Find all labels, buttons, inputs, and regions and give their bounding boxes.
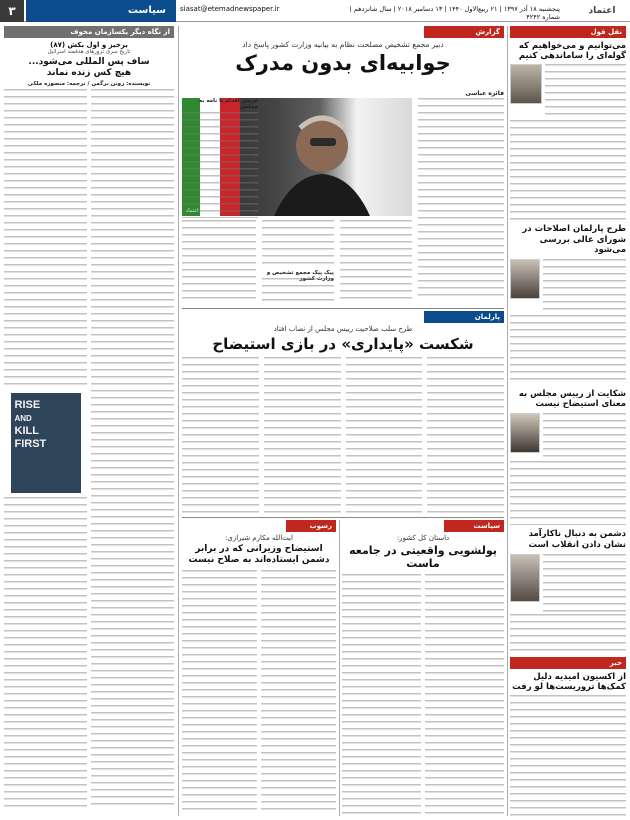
bottom-right-band: سیاست (444, 520, 504, 532)
divider (182, 517, 504, 518)
main-subhead-2: جرمی اقدام با نامه به مجلس (199, 98, 258, 110)
main-headline[interactable]: جوابیه‌ای بدون مدرک (235, 51, 451, 75)
left-body-col-2a (4, 89, 87, 389)
right-column-band: نقل قول (510, 26, 626, 38)
divider (182, 308, 504, 309)
page-number: ۳ (0, 0, 24, 22)
newspaper-logo: اعتماد (588, 6, 616, 16)
right-story-3-title[interactable]: شکایت از رییس مجلس به معنای استیضاح نیست (518, 388, 626, 410)
bottom-middle-body-2 (182, 570, 257, 810)
right-column-band-2: خبر (510, 657, 626, 669)
left-headline-2[interactable]: هیچ کس زنده نماند (46, 67, 132, 78)
main-photo-caption: عکس: اعتماد (186, 208, 214, 214)
left-headline-1[interactable]: ساف پس المللی می‌شود... (28, 57, 150, 67)
person-photo-4 (510, 554, 540, 602)
second-headline[interactable]: شکست «پایداری» در بازی استیضاح (212, 335, 474, 353)
main-body-col-3b (262, 278, 334, 302)
main-body-col-6 (182, 112, 258, 218)
second-band: پارلمان (424, 311, 504, 323)
book-cover-word: AND (14, 413, 32, 423)
divider (507, 26, 508, 816)
second-body-col-2 (346, 357, 423, 515)
second-story (182, 311, 504, 515)
bottom-middle-body-1 (261, 570, 336, 810)
bottom-middle-headline[interactable]: استیضاح وزیرانی که در برابر دشمن ایستاده‌اند به صلاح نیست (188, 544, 330, 565)
second-body-col-4 (182, 357, 259, 515)
main-kicker: دبیر مجمع تشخیص مصلحت نظام به بیانیه وزارت کشور پاسخ داد (242, 40, 444, 49)
left-byline: نویسنده: رونن برگمن / ترجمه: منصوره ملکی (27, 80, 151, 87)
section-label: سیاست (26, 0, 176, 22)
second-body-col-3 (264, 357, 341, 515)
left-body-col-1 (91, 89, 174, 809)
right-story-1-body-2 (510, 120, 626, 220)
book-cover-word: FIRST (14, 437, 47, 450)
bottom-middle-story (182, 520, 336, 816)
person-photo (510, 64, 542, 104)
divider (339, 520, 340, 816)
dateline: پنجشنبه ۱۸ آذر ۱۳۹۷ | ۲۱ ربیع‌الاول ۱۴۴۰ | ۱۳ دسامبر ۲۰۱۸ | سال شانزدهم | شماره ۴۲۴۲ (349, 5, 560, 21)
right-story-2-title[interactable]: طرح پارلمان اصلاحات در شورای عالی بررسی می‌شود (522, 224, 626, 255)
main-body-col-3 (262, 220, 334, 266)
person-photo-2 (510, 259, 540, 299)
right-story-5-title[interactable]: از اکسیون امیدیه دلیل کمک‌ها تروریست‌ها لو رفت (512, 671, 626, 692)
bottom-right-kicker: داستان کل کشور: (396, 534, 450, 542)
right-story-3-body-2 (510, 461, 626, 525)
left-column-band: از نگاه دیگر یکسازمان مخوف (4, 26, 174, 38)
bottom-right-body-2 (342, 574, 421, 816)
right-story-4-body-2 (510, 614, 626, 654)
website-link[interactable]: siasat@etemadnewspaper.ir (180, 5, 280, 13)
person-photo-3 (510, 413, 540, 453)
right-story-1-title[interactable]: می‌توانیم و می‌خواهیم که گوله‌ای را ساماندهی کنیم (518, 41, 626, 62)
second-body-col-1 (427, 357, 504, 515)
bottom-right-headline[interactable]: پولشویی واقعیتی در جامعه ماست (349, 544, 497, 571)
bottom-middle-kicker: ایت‌الله مکارم شیرازی: (225, 534, 293, 542)
right-story-2-body-2 (510, 315, 626, 385)
main-story-left-cols (182, 96, 258, 218)
right-story-5-body (510, 695, 626, 816)
main-body-col-1 (418, 98, 504, 298)
book-cover-word: KILL (14, 424, 39, 437)
right-column (510, 26, 626, 816)
page-header (0, 0, 630, 22)
bottom-middle-band: رسوب (286, 520, 336, 532)
right-story-1-body (545, 64, 626, 120)
book-series-subtitle: تاریخ سری ترورهای هدفمند اسرائیل (47, 49, 131, 55)
left-body-col-2b (4, 497, 87, 807)
right-story-3-body (543, 413, 626, 461)
main-byline: فائزه عباسی (465, 90, 504, 97)
bottom-right-body-1 (425, 574, 504, 816)
main-body-col-2 (340, 220, 412, 300)
right-story-4-title[interactable]: دشمن به دنبال ناکارآمد نشان دادن انقلاب است (528, 529, 626, 550)
main-body-col-4 (182, 220, 256, 300)
left-column (4, 26, 174, 816)
bottom-right-story (342, 520, 504, 816)
second-kicker: طرح سلب صلاحیت رییس مجلس از نصاب افتاد (273, 325, 413, 333)
main-subhead-1: پیک پیک مجمع تشخیص و وزارت کشور (266, 270, 334, 282)
main-band: گزارش (424, 26, 504, 38)
divider (178, 26, 179, 816)
right-story-2-body (543, 259, 626, 315)
book-cover (11, 393, 81, 493)
right-story-4-body (543, 554, 626, 614)
book-series-title: برخیز و اول بکش (۸۷) (50, 41, 128, 49)
book-cover-word: RISE (14, 398, 41, 411)
